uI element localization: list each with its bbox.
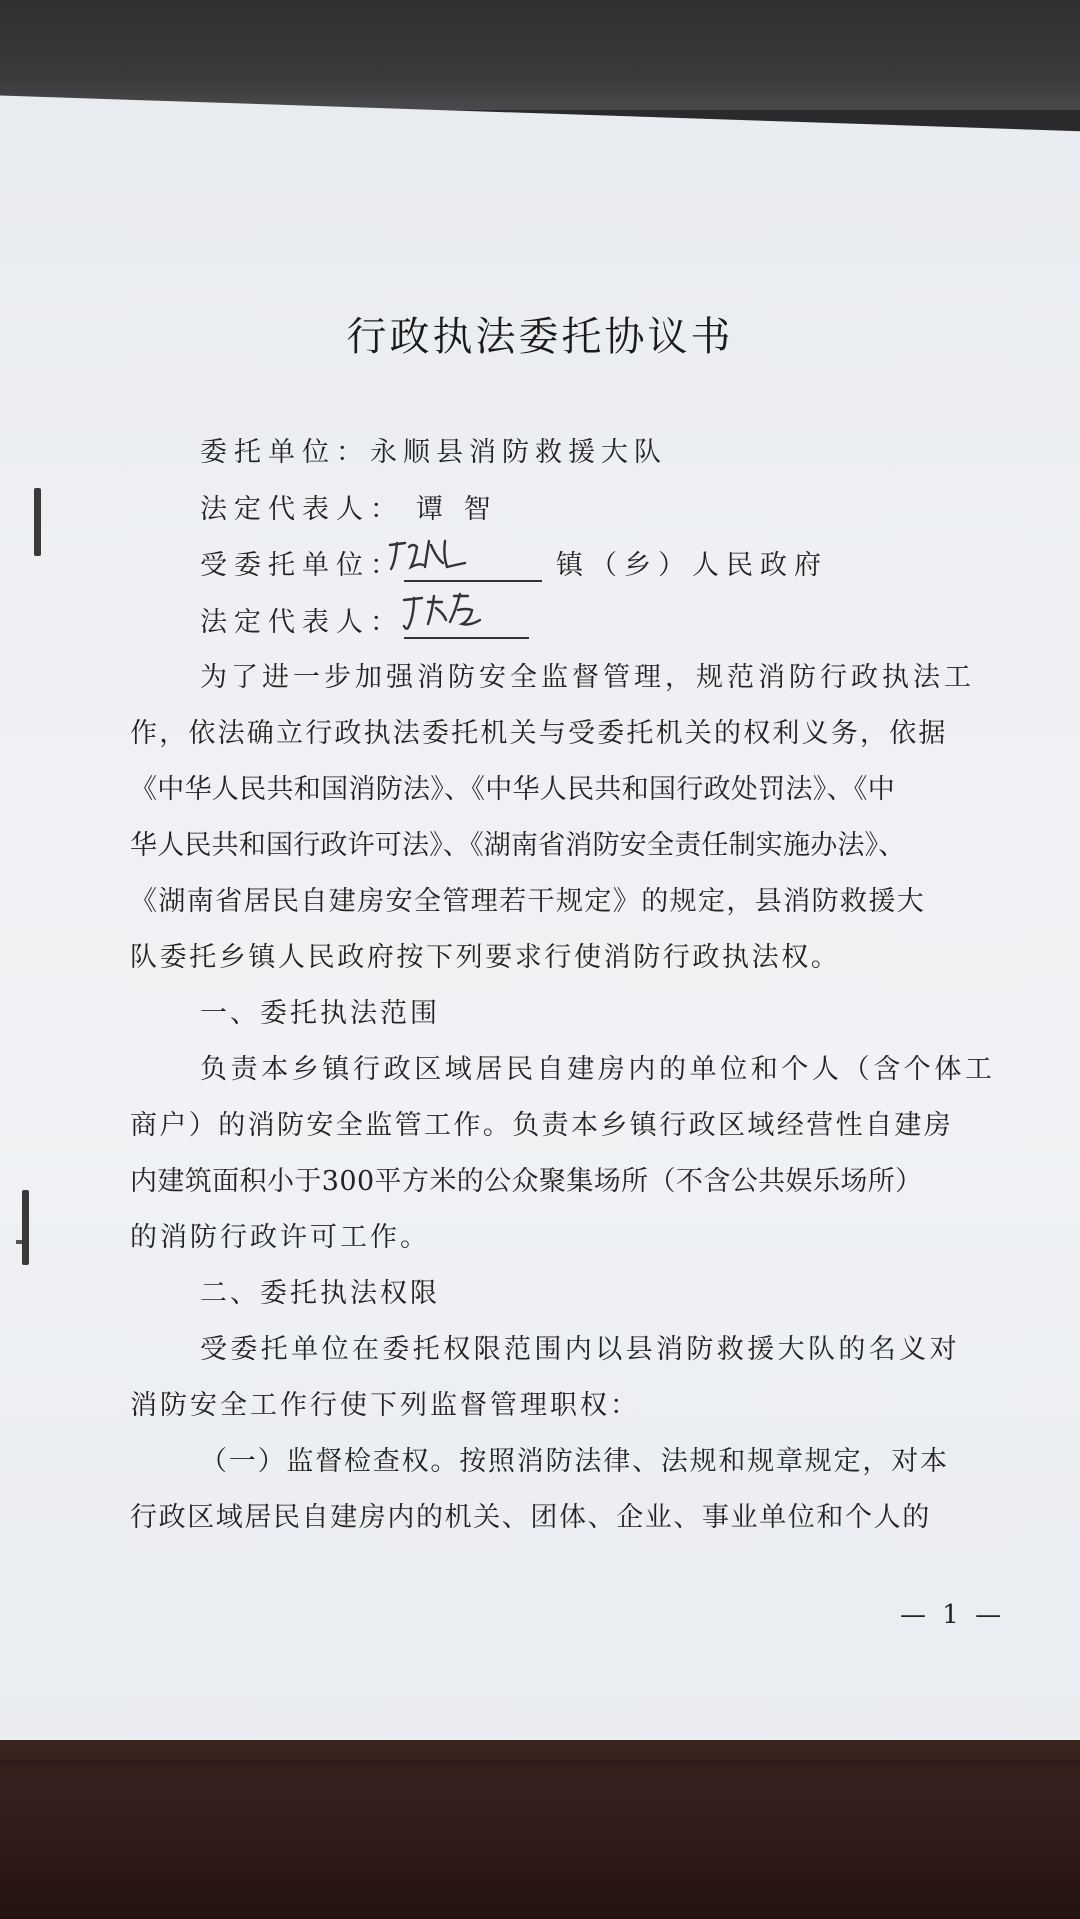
paper-shadow [0, 1760, 1080, 1770]
section-heading: 一、委托执法范围 [200, 998, 440, 1029]
legal-rep2-label: 法定代表人： [200, 607, 404, 638]
delegatee-label: 受委托单位： [200, 550, 404, 581]
binding-staple [34, 488, 41, 556]
handwritten-signature [400, 590, 490, 636]
document-title: 行政执法委托协议书 [346, 314, 734, 360]
binding-staple [22, 1190, 29, 1265]
body-line: 为了进一步加强消防安全监督管理，规范消防行政执法工 [200, 662, 975, 693]
body-line: 行政区域居民自建房内的机关、团体、企业、事业单位和个人的 [130, 1502, 931, 1533]
delegator-label: 委托单位： [200, 437, 370, 468]
legal-rep-label: 法定代表人： [200, 494, 404, 525]
body-line: 作，依法确立行政执法委托机关与受委托机关的权利义务，依据 [130, 718, 948, 749]
legal-rep-value: 谭 智 [416, 494, 497, 525]
body-line: 商户）的消防安全监管工作。负责本乡镇行政区域经营性自建房 [130, 1110, 954, 1141]
body-line: 的消防行政许可工作。 [130, 1222, 430, 1253]
body-line: 消防安全工作行使下列监督管理职权： [130, 1390, 640, 1421]
delegator-field [200, 430, 667, 469]
body-line: 内建筑面积小于300平方米的公众聚集场所（不含公共娱乐场所） [130, 1166, 923, 1197]
body-line: （一）监督检查权。按照消防法律、法规和规章规定，对本 [200, 1446, 949, 1477]
body-line: 华人民共和国行政许可法》、《湖南省消防安全责任制实施办法》、 [130, 830, 906, 861]
legal-rep-field [200, 487, 497, 526]
body-line: 队委托乡镇人民政府按下列要求行使消防行政执法权。 [130, 942, 841, 973]
handwritten-signature [385, 533, 475, 577]
body-line: 《中华人民共和国消防法》、《中华人民共和国行政处罚法》、《中 [130, 774, 895, 805]
body-line: 负责本乡镇行政区域居民自建房内的单位和个人（含个体工 [200, 1054, 996, 1085]
body-line: 受委托单位在委托权限范围内以县消防救援大队的名义对 [200, 1334, 960, 1365]
delegator-value: 永顺县消防救援大队 [370, 437, 667, 468]
body-line: 《湖南省居民自建房安全管理若干规定》的规定，县消防救援大 [130, 886, 926, 917]
background-top [0, 0, 1080, 110]
section-heading: 二、委托执法权限 [200, 1278, 440, 1309]
page-number: — 1 — [900, 1600, 1006, 1630]
delegatee-suffix: 镇（乡）人民政府 [556, 550, 828, 581]
delegatee-field [200, 543, 828, 582]
